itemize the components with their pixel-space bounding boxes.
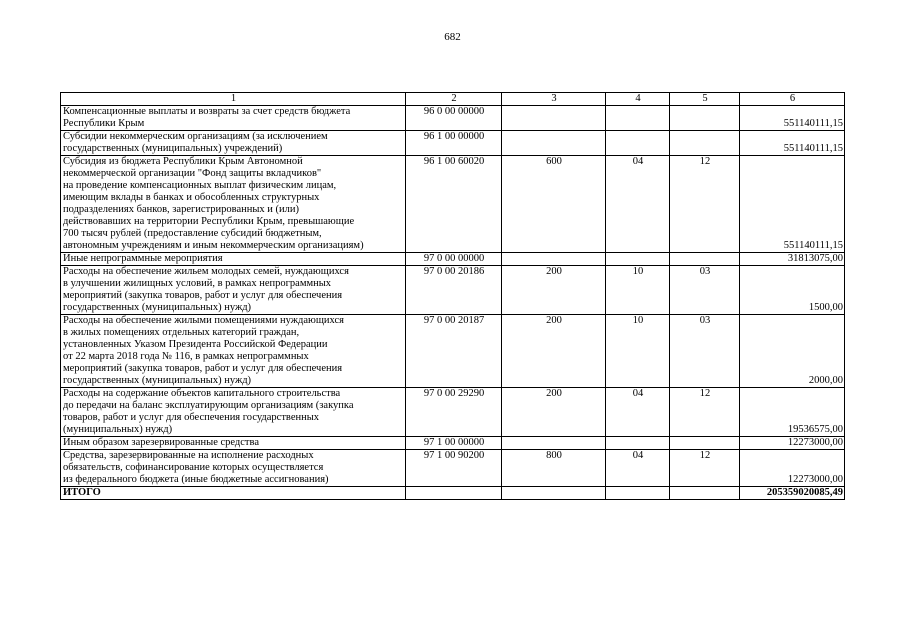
row-vr (502, 106, 606, 131)
row-sum: 31813075,00 (740, 253, 845, 266)
table-row (61, 131, 845, 156)
row-code: 97 1 00 90200 (406, 450, 502, 487)
row-rz: 04 (606, 388, 670, 437)
row-name: Расходы на обеспечение жильем молодых семей, нуждающихся в улучшении жилищных условий, в рамках непрограммных мероприятий (закупка товаров, работ и услуг для обеспечения государственных (муниципальных) нужд) (61, 266, 406, 315)
table-row (61, 253, 845, 266)
row-pr: 12 (670, 388, 740, 437)
row-name: Субсидия из бюджета Республики Крым Автономной некоммерческой организации "Фонд защиты вкладчиков" на проведение компенсационных выплат физическим лицам, имеющим вклады в банках и обособленных структурных подразделениях банков, зарегистрированных и (или) действовавших на территории Республики Крым, превышающие 700 тысяч рублей (предоставление субсидий бюджетным, автономным учреждениям и иным некоммерческим организациям) (61, 156, 406, 253)
row-pr (670, 131, 740, 156)
row-vr (502, 437, 606, 450)
row-rz (606, 106, 670, 131)
total-row (61, 487, 845, 500)
row-vr (502, 131, 606, 156)
table-row (61, 437, 845, 450)
header-cell-1: 1 (61, 93, 406, 106)
header-row (61, 93, 845, 106)
header-cell-2: 2 (406, 93, 502, 106)
row-sum: 12273000,00 (740, 437, 845, 450)
row-code: 97 0 00 29290 (406, 388, 502, 437)
row-pr: 12 (670, 450, 740, 487)
row-vr: 200 (502, 315, 606, 388)
row-name: Расходы на обеспечение жилыми помещениями нуждающихся в жилых помещениях отдельных категорий граждан, установленных Указом Президента Российской Федерации от 22 марта 2018 года № 116, в рамках непрограммных мероприятий (закупка товаров, работ и услуг для обеспечения государственных (муниципальных) нужд) (61, 315, 406, 388)
row-name: Расходы на содержание объектов капитального строительства до передачи на баланс эксплуатирующим организациям (закупка товаров, работ и услуг для обеспечения государственных (муниципальных) нужд) (61, 388, 406, 437)
table-row (61, 266, 845, 315)
row-vr: 200 (502, 266, 606, 315)
row-name: Средства, зарезервированные на исполнение расходных обязательств, софинансирование которых осуществляется из федерального бюджета (иные бюджетные ассигнования) (61, 450, 406, 487)
row-code: 97 1 00 00000 (406, 437, 502, 450)
budget-table (60, 92, 845, 500)
total-pr (670, 487, 740, 500)
header-cell-3: 3 (502, 93, 606, 106)
row-pr (670, 253, 740, 266)
total-sum: 205359020085,49 (740, 487, 845, 500)
table-row (61, 156, 845, 253)
row-sum: 551140111,15 (740, 106, 845, 131)
row-vr: 600 (502, 156, 606, 253)
table-row (61, 388, 845, 437)
row-code: 96 1 00 00000 (406, 131, 502, 156)
row-code: 96 0 00 00000 (406, 106, 502, 131)
row-vr: 200 (502, 388, 606, 437)
row-sum: 12273000,00 (740, 450, 845, 487)
row-rz: 04 (606, 450, 670, 487)
row-name: Иные непрограммные мероприятия (61, 253, 406, 266)
row-code: 97 0 00 20187 (406, 315, 502, 388)
row-pr: 03 (670, 266, 740, 315)
row-sum: 19536575,00 (740, 388, 845, 437)
row-sum: 2000,00 (740, 315, 845, 388)
table-row (61, 106, 845, 131)
row-pr (670, 437, 740, 450)
row-rz: 10 (606, 315, 670, 388)
row-rz (606, 253, 670, 266)
row-rz: 10 (606, 266, 670, 315)
row-name: Компенсационные выплаты и возвраты за счет средств бюджета Республики Крым (61, 106, 406, 131)
table-row (61, 450, 845, 487)
row-name: Субсидии некоммерческим организациям (за исключением государственных (муниципальных) учреждений) (61, 131, 406, 156)
row-pr: 03 (670, 315, 740, 388)
row-code: 97 0 00 20186 (406, 266, 502, 315)
page-number: 682 (444, 31, 461, 43)
row-pr (670, 106, 740, 131)
row-name: Иным образом зарезервированные средства (61, 437, 406, 450)
header-cell-6: 6 (740, 93, 845, 106)
total-vr (502, 487, 606, 500)
row-pr: 12 (670, 156, 740, 253)
row-rz (606, 131, 670, 156)
row-code: 97 0 00 00000 (406, 253, 502, 266)
row-rz (606, 437, 670, 450)
table-row (61, 315, 845, 388)
header-cell-5: 5 (670, 93, 740, 106)
row-sum: 551140111,15 (740, 131, 845, 156)
row-sum: 1500,00 (740, 266, 845, 315)
total-rz (606, 487, 670, 500)
header-cell-4: 4 (606, 93, 670, 106)
row-vr (502, 253, 606, 266)
total-code (406, 487, 502, 500)
row-code: 96 1 00 60020 (406, 156, 502, 253)
row-vr: 800 (502, 450, 606, 487)
row-sum: 551140111,15 (740, 156, 845, 253)
row-rz: 04 (606, 156, 670, 253)
total-label: ИТОГО (61, 487, 406, 500)
